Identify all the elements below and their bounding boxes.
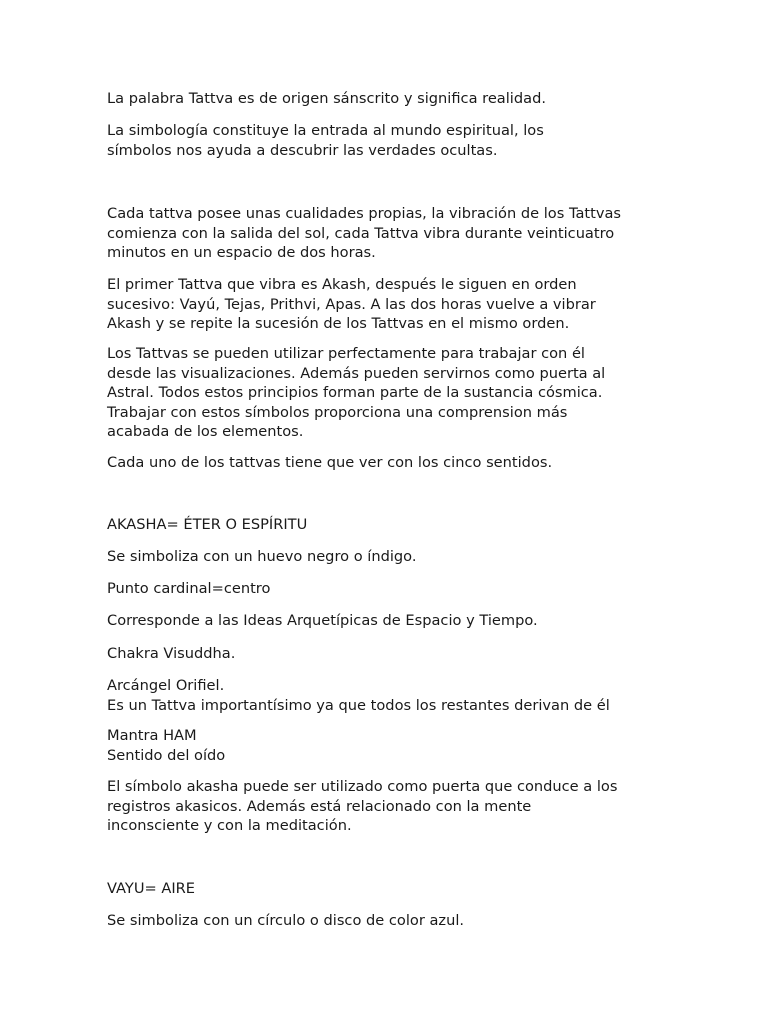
paragraph-akasha-mantra: Mantra HAM Sentido del oído xyxy=(107,727,226,764)
paragraph-akasha-symbol: Se simboliza con un huevo negro o índigo. xyxy=(107,548,417,565)
paragraph-akasha-archangel: Arcángel Orifiel. Es un Tattva importantísimo ya que todos los restantes derivan de él xyxy=(107,677,610,714)
paragraph-five-senses: Cada uno de los tattvas tiene que ver con los cinco sentidos. xyxy=(107,454,553,471)
paragraph-tattva-uses: Los Tattvas se pueden utilizar perfectamente para trabajar con él desde las visualizaciones. Además pueden servirnos como puerta al Astral. Todos estos principios forman parte de la sustancia cósmica. Trabajar con estos símbolos proporciona una comprension más acabada de los elementos. xyxy=(107,345,606,440)
paragraph-akasha-chakra: Chakra Visuddha. xyxy=(107,645,236,662)
paragraph-akasha-records: El símbolo akasha puede ser utilizado como puerta que conduce a los registros akasicos. Además está relacionado con la mente inconsciente y con la meditación. xyxy=(107,778,618,834)
paragraph-akasha-ideas: Corresponde a las Ideas Arquetípicas de Espacio y Tiempo. xyxy=(107,612,538,629)
heading-vayu: VAYU= AIRE xyxy=(107,880,196,897)
heading-akasha: AKASHA= ÉTER O ESPÍRITU xyxy=(107,516,308,533)
paragraph-tattva-order: El primer Tattva que vibra es Akash, después le siguen en orden sucesivo: Vayú, Tejas, Prithvi, Apas. A las dos horas vuelve a vibrar Akash y se repite la sucesión de los Tattvas en el mismo orden. xyxy=(107,276,596,332)
paragraph-tattva-vibration: Cada tattva posee unas cualidades propias, la vibración de los Tattvas comienza con la salida del sol, cada Tattva vibra durante veinticuatro minutos en un espacio de dos horas. xyxy=(107,205,622,261)
paragraph-akasha-cardinal: Punto cardinal=centro xyxy=(107,580,271,597)
paragraph-vayu-symbol: Se simboliza con un círculo o disco de color azul. xyxy=(107,912,465,929)
paragraph-symbology: La simbología constituye la entrada al mundo espiritual, los símbolos nos ayuda a descubrir las verdades ocultas. xyxy=(107,122,544,159)
paragraph-tattva-origin: La palabra Tattva es de origen sánscrito y significa realidad. xyxy=(107,90,546,107)
